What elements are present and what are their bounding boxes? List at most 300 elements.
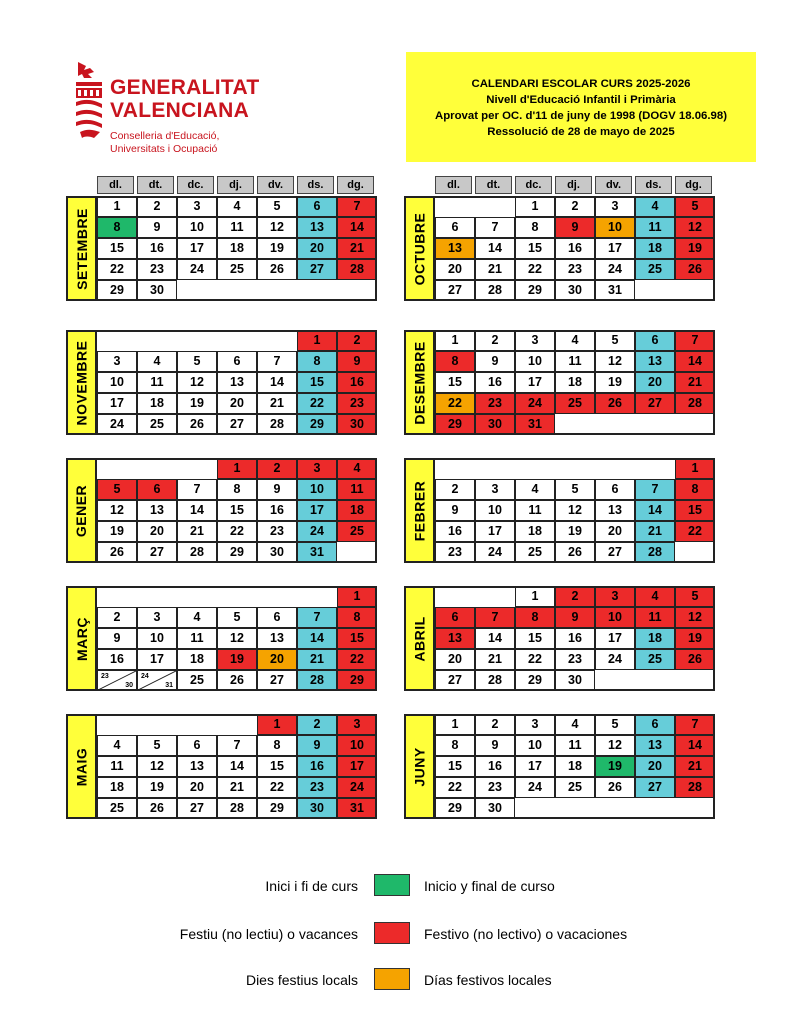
day-cell: 1 [435, 330, 475, 351]
day-cell: 17 [595, 628, 635, 649]
day-cell: 21 [177, 521, 217, 542]
day-cell: 4 [177, 607, 217, 628]
legend-label-ca: Festiu (no lectiu) o vacances [179, 926, 358, 942]
day-cell: 7 [177, 479, 217, 500]
day-cell: 28 [675, 393, 715, 414]
day-cell: 14 [217, 756, 257, 777]
day-cell: 7 [675, 330, 715, 351]
day-cell: 5 [177, 351, 217, 372]
day-cell: 10 [515, 351, 555, 372]
day-cell: 18 [635, 238, 675, 259]
day-cell: 6 [137, 479, 177, 500]
day-cell: 3 [337, 714, 377, 735]
day-cell: 25 [515, 542, 555, 563]
day-cell: 4 [337, 458, 377, 479]
weekday-header: dc. [177, 176, 214, 194]
day-cell: 13 [257, 628, 297, 649]
day-cell: 2 [257, 458, 297, 479]
day-cell: 13 [435, 628, 475, 649]
day-cell: 27 [635, 777, 675, 798]
day-cell: 27 [635, 393, 675, 414]
day-cell: 8 [515, 607, 555, 628]
day-number: 31 [165, 682, 173, 689]
day-cell: 12 [675, 217, 715, 238]
day-cell: 2 [555, 586, 595, 607]
day-cell: 30 [337, 414, 377, 435]
day-cell: 8 [515, 217, 555, 238]
day-cell: 25 [635, 259, 675, 280]
day-cell: 27 [137, 542, 177, 563]
month-frame [404, 458, 715, 563]
legend-color-swatch [374, 968, 410, 990]
month-name: DESEMBRE [411, 340, 428, 425]
day-cell: 26 [595, 393, 635, 414]
day-cell: 19 [257, 238, 297, 259]
day-cell: 26 [97, 542, 137, 563]
day-cell: 6 [217, 351, 257, 372]
crest-icon [72, 60, 106, 140]
month-frame [66, 586, 377, 691]
day-cell: 22 [337, 649, 377, 670]
day-cell: 15 [337, 628, 377, 649]
day-cell: 11 [337, 479, 377, 500]
day-cell: 25 [137, 414, 177, 435]
month-name: JUNY [411, 746, 428, 787]
weekday-header: dl. [97, 176, 134, 194]
weekday-header: dj. [555, 176, 592, 194]
day-cell: 27 [177, 798, 217, 819]
day-cell: 7 [337, 196, 377, 217]
day-cell: 5 [555, 479, 595, 500]
day-cell: 19 [555, 521, 595, 542]
day-cell: 17 [475, 521, 515, 542]
title-line4: Ressolució de 28 de mayo de 2025 [487, 126, 675, 138]
title-line1: CALENDARI ESCOLAR CURS 2025-2026 [471, 78, 691, 90]
day-cell: 4 [217, 196, 257, 217]
month-name: OCTUBRE [411, 212, 428, 285]
day-cell: 25 [177, 670, 217, 691]
month-name: FEBRER [411, 480, 428, 541]
day-cell: 17 [97, 393, 137, 414]
day-cell: 3 [137, 607, 177, 628]
day-cell: 21 [475, 259, 515, 280]
day-cell: 11 [97, 756, 137, 777]
day-cell: 20 [595, 521, 635, 542]
day-cell: 16 [97, 649, 137, 670]
day-cell: 19 [97, 521, 137, 542]
day-cell: 14 [675, 351, 715, 372]
day-cell: 12 [675, 607, 715, 628]
day-cell: 26 [217, 670, 257, 691]
day-cell: 25 [555, 777, 595, 798]
day-cell: 24 [97, 414, 137, 435]
day-cell: 5 [595, 714, 635, 735]
day-number: 23 [101, 673, 109, 680]
day-cell: 30 [297, 798, 337, 819]
day-cell: 23 [475, 777, 515, 798]
month-name: MARÇ [73, 616, 90, 661]
legend-row [0, 966, 796, 996]
day-cell: 14 [475, 238, 515, 259]
day-cell: 28 [297, 670, 337, 691]
day-cell: 24 [177, 259, 217, 280]
day-cell: 9 [555, 607, 595, 628]
day-cell: 27 [595, 542, 635, 563]
day-cell: 11 [515, 500, 555, 521]
day-cell: 11 [555, 735, 595, 756]
day-cell: 8 [675, 479, 715, 500]
day-cell: 21 [675, 372, 715, 393]
weekday-header: dv. [257, 176, 294, 194]
day-cell: 21 [635, 521, 675, 542]
day-cell: 1 [97, 196, 137, 217]
day-cell: 10 [97, 372, 137, 393]
month-frame [404, 330, 715, 435]
day-cell: 5 [675, 586, 715, 607]
day-cell: 17 [297, 500, 337, 521]
day-cell: 18 [555, 372, 595, 393]
day-cell: 19 [675, 238, 715, 259]
day-cell: 5 [257, 196, 297, 217]
month-frame [66, 196, 377, 301]
day-cell: 21 [257, 393, 297, 414]
day-cell: 6 [635, 714, 675, 735]
day-cell: 4 [555, 714, 595, 735]
day-cell: 20 [217, 393, 257, 414]
day-cell: 1 [257, 714, 297, 735]
day-cell: 26 [137, 798, 177, 819]
day-cell: 13 [635, 351, 675, 372]
day-cell: 5 [97, 479, 137, 500]
legend-color-swatch [374, 922, 410, 944]
day-number: 30 [125, 682, 133, 689]
day-cell: 20 [297, 238, 337, 259]
day-cell: 10 [595, 217, 635, 238]
day-cell: 15 [97, 238, 137, 259]
day-cell: 23 [555, 259, 595, 280]
month-block [404, 458, 715, 563]
day-cell: 27 [435, 670, 475, 691]
day-cell: 2 [475, 330, 515, 351]
day-cell: 6 [435, 217, 475, 238]
day-cell: 13 [137, 500, 177, 521]
day-cell: 18 [555, 756, 595, 777]
month-block [404, 330, 715, 435]
day-cell: 22 [97, 259, 137, 280]
day-cell: 30 [475, 414, 515, 435]
day-cell: 20 [435, 259, 475, 280]
day-cell: 17 [515, 372, 555, 393]
day-cell: 2 [555, 196, 595, 217]
day-cell: 22 [257, 777, 297, 798]
day-cell: 12 [595, 735, 635, 756]
day-cell: 12 [177, 372, 217, 393]
day-cell: 27 [257, 670, 297, 691]
day-cell: 26 [675, 259, 715, 280]
logo-sub-line1: Conselleria d'Educació, [110, 130, 220, 142]
day-cell: 2 [435, 479, 475, 500]
day-cell: 14 [177, 500, 217, 521]
day-cell: 14 [257, 372, 297, 393]
day-cell: 26 [177, 414, 217, 435]
day-cell: 7 [635, 479, 675, 500]
day-cell: 4 [515, 479, 555, 500]
day-cell: 15 [515, 628, 555, 649]
month-frame [404, 586, 715, 691]
month-name: GENER [73, 484, 90, 537]
day-cell: 22 [675, 521, 715, 542]
day-cell: 5 [675, 196, 715, 217]
weekday-header: dj. [217, 176, 254, 194]
title-line3: Aprovat per OC. d'11 de juny de 1998 (DOGV 18.06.98) [434, 110, 727, 122]
day-cell: 29 [435, 414, 475, 435]
day-cell: 14 [635, 500, 675, 521]
weekday-header: dc. [515, 176, 552, 194]
day-cell: 13 [635, 735, 675, 756]
day-cell: 9 [137, 217, 177, 238]
day-cell: 20 [177, 777, 217, 798]
day-cell: 20 [635, 756, 675, 777]
day-cell: 17 [177, 238, 217, 259]
weekday-header: dt. [137, 176, 174, 194]
day-cell: 7 [475, 607, 515, 628]
day-cell: 30 [137, 280, 177, 301]
day-cell: 8 [435, 735, 475, 756]
day-cell: 25 [555, 393, 595, 414]
month-block [66, 458, 377, 563]
day-cell: 12 [137, 756, 177, 777]
day-cell: 26 [555, 542, 595, 563]
day-cell: 26 [257, 259, 297, 280]
day-cell: 17 [337, 756, 377, 777]
day-cell: 28 [217, 798, 257, 819]
day-cell: 23 [475, 393, 515, 414]
day-cell: 2 [137, 196, 177, 217]
day-cell: 11 [217, 217, 257, 238]
day-cell: 9 [297, 735, 337, 756]
day-cell: 20 [257, 649, 297, 670]
day-cell: 3 [297, 458, 337, 479]
day-cell: 4 [635, 586, 675, 607]
day-cell: 3 [515, 714, 555, 735]
weekday-header: dg. [675, 176, 712, 194]
day-cell: 6 [635, 330, 675, 351]
day-cell: 23 [297, 777, 337, 798]
day-cell: 19 [595, 372, 635, 393]
day-cell: 1 [435, 714, 475, 735]
month-frame [66, 330, 377, 435]
day-cell: 19 [595, 756, 635, 777]
day-cell: 10 [297, 479, 337, 500]
day-cell: 11 [635, 607, 675, 628]
day-cell: 28 [675, 777, 715, 798]
day-cell: 10 [475, 500, 515, 521]
day-cell: 7 [217, 735, 257, 756]
day-cell: 28 [337, 259, 377, 280]
day-cell: 1 [297, 330, 337, 351]
day-cell: 27 [435, 280, 475, 301]
legend-label-ca: Dies festius locals [245, 972, 358, 988]
day-cell: 22 [515, 649, 555, 670]
day-cell: 10 [337, 735, 377, 756]
day-cell: 1 [337, 586, 377, 607]
day-cell: 12 [97, 500, 137, 521]
weekday-header: dt. [475, 176, 512, 194]
day-cell: 16 [475, 372, 515, 393]
calendar-title-box [406, 52, 756, 162]
month-name: SETEMBRE [73, 207, 90, 290]
day-cell: 3 [595, 196, 635, 217]
day-cell: 30 [555, 670, 595, 691]
day-cell: 18 [97, 777, 137, 798]
day-cell: 7 [675, 714, 715, 735]
day-cell: 16 [555, 628, 595, 649]
day-cell: 23 [435, 542, 475, 563]
day-cell: 13 [435, 238, 475, 259]
day-cell: 25 [97, 798, 137, 819]
day-cell: 29 [515, 280, 555, 301]
day-cell: 20 [435, 649, 475, 670]
day-cell: 9 [337, 351, 377, 372]
month-name: ABRIL [411, 615, 428, 662]
day-cell: 3 [595, 586, 635, 607]
weekday-header: ds. [635, 176, 672, 194]
day-cell: 18 [635, 628, 675, 649]
weekday-header: dv. [595, 176, 632, 194]
day-cell: 30 [475, 798, 515, 819]
day-cell: 16 [337, 372, 377, 393]
day-number: 24 [141, 673, 149, 680]
legend-row [0, 872, 796, 902]
month-block [66, 330, 377, 435]
day-cell: 14 [475, 628, 515, 649]
day-cell: 10 [177, 217, 217, 238]
day-cell: 31 [297, 542, 337, 563]
day-cell: 4 [97, 735, 137, 756]
month-frame [66, 458, 377, 563]
day-cell: 29 [337, 670, 377, 691]
day-cell: 18 [137, 393, 177, 414]
day-cell: 7 [297, 607, 337, 628]
day-cell: 15 [435, 756, 475, 777]
month-frame [66, 714, 377, 819]
day-cell: 3 [515, 330, 555, 351]
day-cell: 16 [555, 238, 595, 259]
day-cell: 4 [555, 330, 595, 351]
day-cell: 28 [257, 414, 297, 435]
day-cell: 21 [217, 777, 257, 798]
day-cell: 6 [297, 196, 337, 217]
day-cell: 24 [475, 542, 515, 563]
day-cell: 21 [475, 649, 515, 670]
day-cell: 14 [337, 217, 377, 238]
day-cell: 15 [257, 756, 297, 777]
day-cell: 18 [217, 238, 257, 259]
day-cell: 30 [555, 280, 595, 301]
day-cell: 13 [217, 372, 257, 393]
day-cell: 22 [435, 393, 475, 414]
day-cell: 26 [595, 777, 635, 798]
day-cell: 3 [177, 196, 217, 217]
day-cell: 6 [177, 735, 217, 756]
day-cell: 4 [137, 351, 177, 372]
logo-name [110, 76, 260, 122]
day-cell: 18 [177, 649, 217, 670]
day-cell: 21 [337, 238, 377, 259]
day-cell: 4 [635, 196, 675, 217]
day-cell: 18 [515, 521, 555, 542]
day-cell: 20 [635, 372, 675, 393]
legend-row [0, 920, 796, 950]
day-cell: 17 [515, 756, 555, 777]
day-cell: 22 [297, 393, 337, 414]
month-name: NOVEMBRE [73, 340, 90, 425]
weekday-header: ds. [297, 176, 334, 194]
day-cell: 11 [137, 372, 177, 393]
day-cell: 31 [337, 798, 377, 819]
day-cell: 29 [257, 798, 297, 819]
day-cell: 29 [297, 414, 337, 435]
day-cell: 15 [435, 372, 475, 393]
day-cell: 7 [257, 351, 297, 372]
legend-color-swatch [374, 874, 410, 896]
day-cell: 26 [675, 649, 715, 670]
day-cell: 24 [337, 777, 377, 798]
title-line2: Nivell d'Educació Infantil i Primària [486, 94, 676, 106]
day-cell: 2 [97, 607, 137, 628]
day-cell: 16 [297, 756, 337, 777]
day-cell: 24 [515, 777, 555, 798]
day-cell: 12 [217, 628, 257, 649]
day-cell: 12 [595, 351, 635, 372]
day-cell: 25 [217, 259, 257, 280]
day-cell: 16 [257, 500, 297, 521]
day-cell: 21 [675, 756, 715, 777]
month-frame [404, 714, 715, 819]
day-cell: 12 [555, 500, 595, 521]
logo-sub-line2: Universitats i Ocupació [110, 143, 218, 155]
day-cell: 16 [475, 756, 515, 777]
day-cell: 3 [97, 351, 137, 372]
day-cell: 1 [675, 458, 715, 479]
logo-name-line2: VALENCIANA [110, 99, 250, 122]
day-cell: 6 [257, 607, 297, 628]
day-cell: 6 [595, 479, 635, 500]
day-cell: 31 [515, 414, 555, 435]
month-block [404, 586, 715, 691]
month-block [404, 714, 715, 819]
day-cell: 11 [635, 217, 675, 238]
day-cell: 15 [675, 500, 715, 521]
day-cell: 9 [475, 735, 515, 756]
day-cell: 9 [97, 628, 137, 649]
day-cell: 22 [217, 521, 257, 542]
day-cell: 19 [217, 649, 257, 670]
day-cell: 24 [595, 649, 635, 670]
day-cell: 28 [177, 542, 217, 563]
day-cell: 11 [555, 351, 595, 372]
day-cell: 23 [337, 393, 377, 414]
day-cell: 10 [515, 735, 555, 756]
generalitat-logo [72, 60, 262, 160]
day-cell: 1 [515, 586, 555, 607]
day-cell: 28 [635, 542, 675, 563]
day-cell: 5 [217, 607, 257, 628]
day-cell: 9 [435, 500, 475, 521]
month-block [66, 586, 377, 691]
legend-label-es: Días festivos locales [424, 972, 552, 988]
month-name: MAIG [73, 747, 90, 786]
